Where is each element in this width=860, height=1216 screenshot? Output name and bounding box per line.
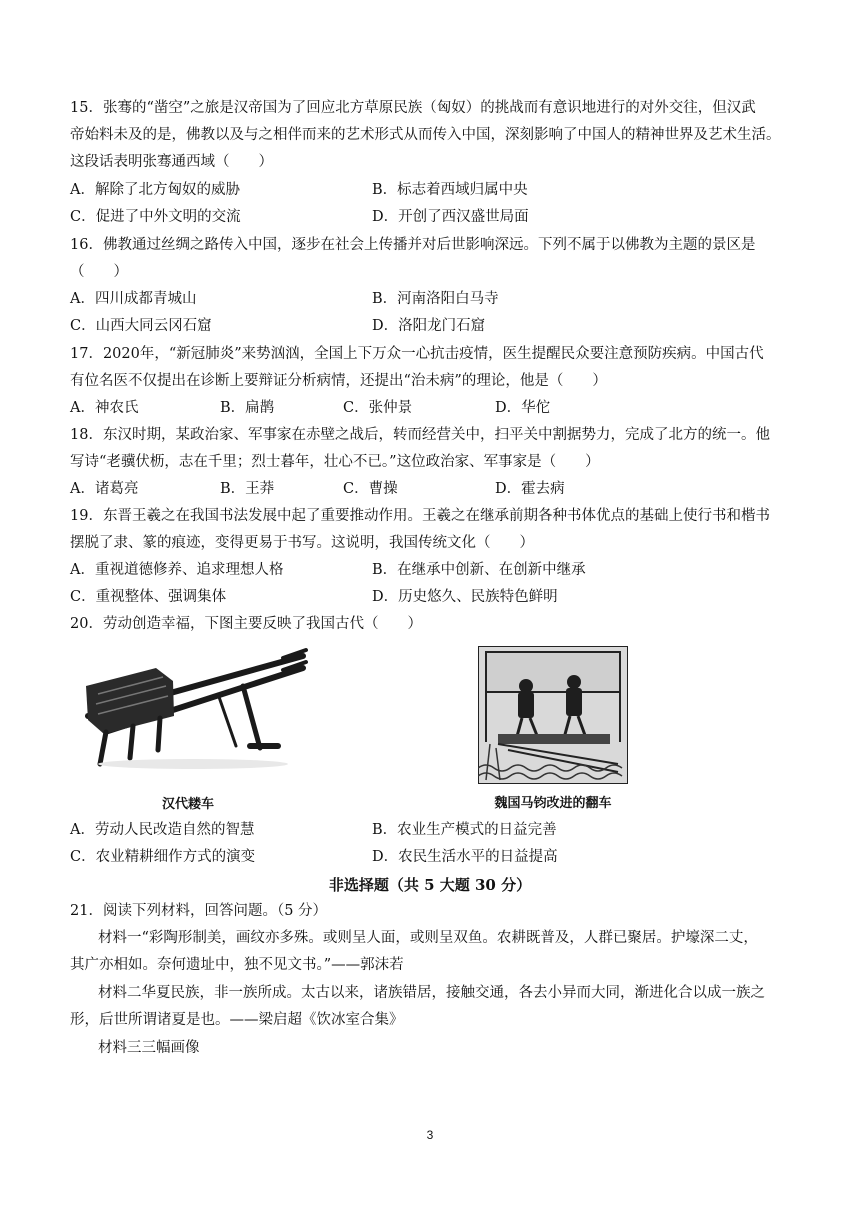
q21-material1-line2: 其广亦相如。奈何遗址中，独不见文书。”——郭沫若 bbox=[70, 957, 404, 973]
q18-stem-line2: 写诗“老骥伏枥，志在千里；烈士暮年，壮心不已。”这位政治家、军事家是（ ） bbox=[70, 454, 600, 470]
q15-option-d: D．开创了西汉盛世局面 bbox=[372, 209, 529, 225]
seed-drill-caption: 汉代耧车 bbox=[161, 797, 214, 812]
q19-option-a: A．重视道德修养、追求理想人格 bbox=[70, 562, 284, 578]
water-wheel-image bbox=[478, 646, 628, 784]
q17-option-a: A．神农氏 bbox=[70, 400, 139, 416]
q19-option-c: C．重视整体、强调集体 bbox=[70, 589, 227, 605]
q21-material3-line1: 材料三三幅画像 bbox=[98, 1040, 200, 1056]
q21-stem: 21．阅读下列材料，回答问题。（5 分） bbox=[70, 903, 328, 919]
q19-option-d: D．历史悠久、民族特色鲜明 bbox=[372, 589, 558, 605]
q17-option-b: B．扁鹊 bbox=[220, 400, 275, 416]
q18-option-d: D．霍去病 bbox=[495, 481, 565, 497]
q16-option-d: D．洛阳龙门石窟 bbox=[372, 318, 486, 334]
q15-option-b: B．标志着西域归属中央 bbox=[372, 182, 528, 198]
q16-option-c: C．山西大同云冈石窟 bbox=[70, 318, 212, 334]
water-wheel-caption: 魏国马钧改进的翻车 bbox=[494, 796, 612, 811]
q16-option-b: B．河南洛阳白马寺 bbox=[372, 291, 499, 307]
page-number: 3 bbox=[426, 1128, 434, 1142]
q15-option-a: A．解除了北方匈奴的威胁 bbox=[70, 182, 240, 198]
q21-material2-line1: 材料二华夏民族，非一族所成。太古以来，诸族错居，接触交通，各去小异而大同，渐进化合以成一族之 bbox=[98, 985, 765, 1001]
q19-stem-line1: 19．东晋王羲之在我国书法发展中起了重要推动作用。王羲之在继承前期各种书体优点的基础上使行书和楷书 bbox=[70, 508, 770, 524]
section-title: 非选择题（共 5 大题 30 分） bbox=[328, 876, 532, 894]
q18-option-b: B．王莽 bbox=[220, 481, 275, 497]
q17-stem-line1: 17．2020年，“新冠肺炎”来势汹汹，全国上下万众一心抗击疫情，医生提醒民众要注意预防疾病。中国古代 bbox=[70, 346, 764, 362]
q17-stem-line2: 有位名医不仅提出在诊断上要辩证分析病情，还提出“治未病”的理论，他是（ ） bbox=[70, 373, 607, 389]
q20-stem-line1: 20．劳动创造幸福，下图主要反映了我国古代（ ） bbox=[70, 616, 422, 632]
q15-stem-line2: 帝始料未及的是，佛教以及与之相伴而来的艺术形式从而传入中国，深刻影响了中国人的精神世界及艺术生活。 bbox=[70, 127, 781, 143]
q18-stem-line1: 18．东汉时期，某政治家、军事家在赤壁之战后，转而经营关中，扫平关中割据势力，完成了北方的统一。他 bbox=[70, 427, 770, 443]
q20-option-a: A．劳动人民改造自然的智慧 bbox=[70, 822, 255, 838]
q20-option-b: B．农业生产模式的日益完善 bbox=[372, 822, 557, 838]
q19-option-b: B．在继承中创新、在创新中继承 bbox=[372, 562, 586, 578]
q15-option-c: C．促进了中外文明的交流 bbox=[70, 209, 241, 225]
q17-option-d: D．华佗 bbox=[495, 400, 551, 416]
seed-drill-image bbox=[78, 646, 308, 776]
q15-stem-line3: 这段话表明张骞通西域（ ） bbox=[70, 154, 273, 170]
q18-option-a: A．诸葛亮 bbox=[70, 481, 139, 497]
q15-stem-line1: 15．张骞的“凿空”之旅是汉帝国为了回应北方草原民族（匈奴）的挑战而有意识地进行的对外交往，但汉武 bbox=[70, 100, 756, 116]
q16-option-a: A．四川成都青城山 bbox=[70, 291, 197, 307]
q16-stem-line2: （ ） bbox=[70, 264, 128, 280]
q20-option-c: C．农业精耕细作方式的演变 bbox=[70, 849, 256, 865]
q21-material1-line1: 材料一“彩陶形制美，画纹亦多殊。或则呈人面，或则呈双鱼。农耕既普及，人群已聚居。护壕深二丈， bbox=[98, 930, 758, 946]
q20-option-d: D．农民生活水平的日益提高 bbox=[372, 849, 558, 865]
q16-stem-line1: 16．佛教通过丝绸之路传入中国，逐步在社会上传播并对后世影响深远。下列不属于以佛教为主题的景区是 bbox=[70, 237, 756, 253]
q17-option-c: C．张仲景 bbox=[343, 400, 413, 416]
q21-material2-line2: 形，后世所谓诸夏是也。——梁启超《饮冰室合集》 bbox=[70, 1012, 404, 1028]
q18-option-c: C．曹操 bbox=[343, 481, 398, 497]
q19-stem-line2: 摆脱了隶、篆的痕迹，变得更易于书写。这说明，我国传统文化（ ） bbox=[70, 535, 534, 551]
